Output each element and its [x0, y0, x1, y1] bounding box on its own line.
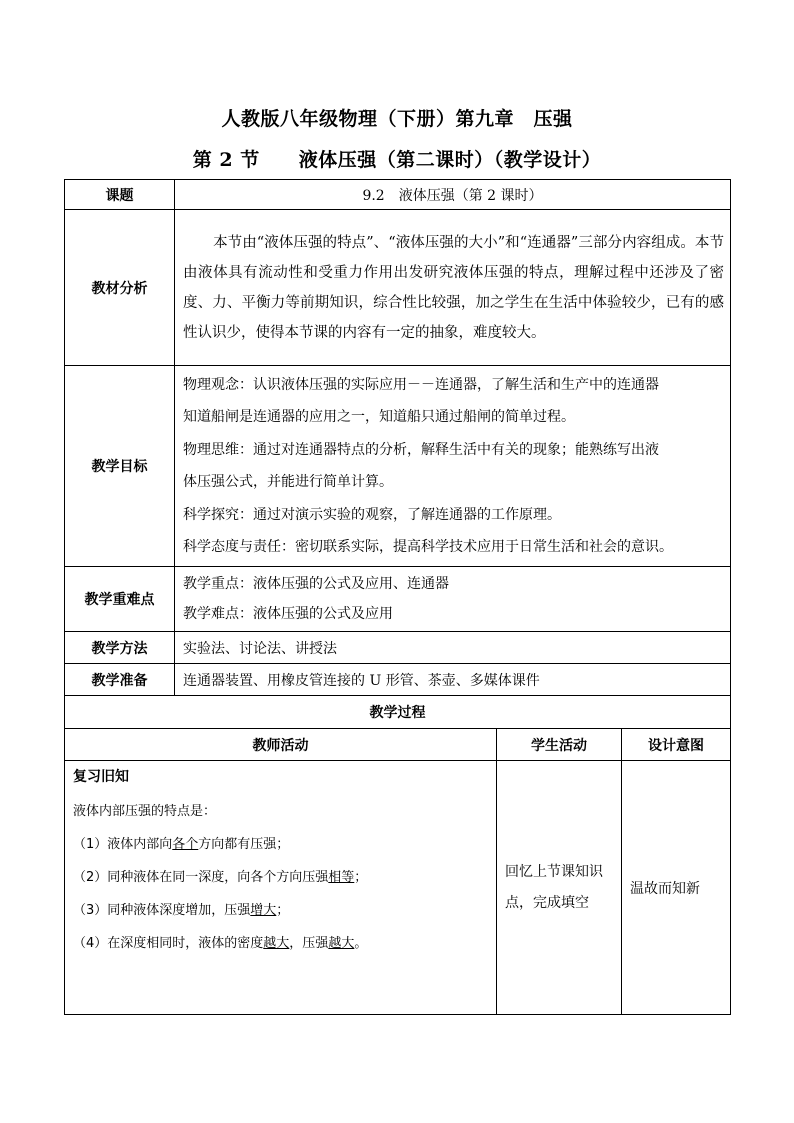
method-label: 教学方法 — [65, 632, 175, 664]
goal-line: 物理观念：认识液体压强的实际应用－－连通器，了解生活和生产中的连通器 — [183, 376, 659, 393]
goal-line: 物理思维：通过对连通器特点的分析，解释生活中有关的现象；能熟练写出液 — [183, 441, 659, 458]
key-point: 教学重点：液体压强的公式及应用、连通器 — [183, 576, 449, 592]
analysis-label: 教材分析 — [65, 210, 175, 366]
document-subtitle: 第 2 节 液体压强（第二课时）（教学设计） — [192, 149, 602, 171]
review-item-1: （1）液体内部向各个方向都有压强； — [73, 837, 290, 852]
design-intent-cell: 温故而知新 — [622, 761, 731, 1015]
process-section-title: 教学过程 — [65, 696, 731, 729]
goal-line: 科学探究：通过对演示实验的观察，了解连通器的工作原理。 — [183, 506, 561, 523]
keypoints-label: 教学重难点 — [65, 567, 175, 632]
goal-line: 科学态度与责任：密切联系实际，提高科学技术应用于日常生活和社会的意识。 — [183, 539, 673, 555]
difficult-point: 教学难点：液体压强的公式及应用 — [183, 606, 393, 622]
review-item-4: （4）在深度相同时，液体的密度越大，压强越大。 — [73, 936, 368, 951]
document-title: 人教版八年级物理（下册）第九章 压强 — [221, 108, 573, 130]
fill-blank: 增大 — [250, 903, 277, 918]
fill-blank: 越大 — [328, 936, 355, 951]
analysis-cell — [175, 210, 731, 366]
method-row — [65, 632, 731, 664]
lesson-plan-table — [64, 179, 731, 1015]
design-intent-header: 设计意图 — [622, 729, 731, 761]
process-header-row — [65, 729, 731, 761]
topic-label: 课题 — [65, 180, 175, 210]
fill-blank: 越大 — [263, 936, 290, 951]
prep-row — [65, 664, 731, 696]
teacher-activity-cell — [65, 761, 497, 1015]
keypoints-cell — [175, 567, 731, 632]
fill-blank: 各个 — [172, 837, 199, 852]
review-intro: 液体内部压强的特点是： — [73, 804, 217, 819]
process-title-row — [65, 696, 731, 729]
review-row — [65, 761, 731, 1015]
review-heading: 复习旧知 — [73, 769, 129, 785]
prep-label: 教学准备 — [65, 664, 175, 696]
analysis-row — [65, 210, 731, 366]
goal-line: 知道船闸是连通器的应用之一，知道船只通过船闸的简单过程。 — [183, 409, 575, 425]
method-value: 实验法、讨论法、讲授法 — [175, 632, 731, 664]
analysis-text: 本节由“液体压强的特点”、“液体压强的大小”和“连通器”三部分内容组成。本节由液体具有流动性和受重力作用出发研究液体压强的特点，理解过程中还涉及了密度、力、平衡力等前期知识，综合性比较强，加之学生在生活中体验较少，已有的感性认识少，使得本节课的内容有一定的抽象，难度较大。 — [183, 234, 724, 341]
student-activity-header: 学生活动 — [497, 729, 622, 761]
goal-line: 体压强公式，并能进行简单计算。 — [183, 474, 393, 490]
review-item-2: （2）同种液体在同一深度，向各个方向压强相等； — [73, 870, 368, 885]
goals-row — [65, 366, 731, 567]
topic-row — [65, 180, 731, 210]
student-activity-cell: 回忆上节课知识点，完成填空 — [497, 761, 622, 1015]
goals-cell — [175, 366, 731, 567]
prep-value: 连通器装置、用橡皮管连接的 U 形管、茶壶、多媒体课件 — [175, 664, 731, 696]
topic-value: 9.2 液体压强（第 2 课时） — [175, 180, 731, 210]
teacher-activity-header: 教师活动 — [65, 729, 497, 761]
review-item-3: （3）同种液体深度增加，压强增大； — [73, 903, 290, 918]
keypoints-row — [65, 567, 731, 632]
fill-blank: 相等 — [328, 870, 355, 885]
goals-label: 教学目标 — [65, 366, 175, 567]
